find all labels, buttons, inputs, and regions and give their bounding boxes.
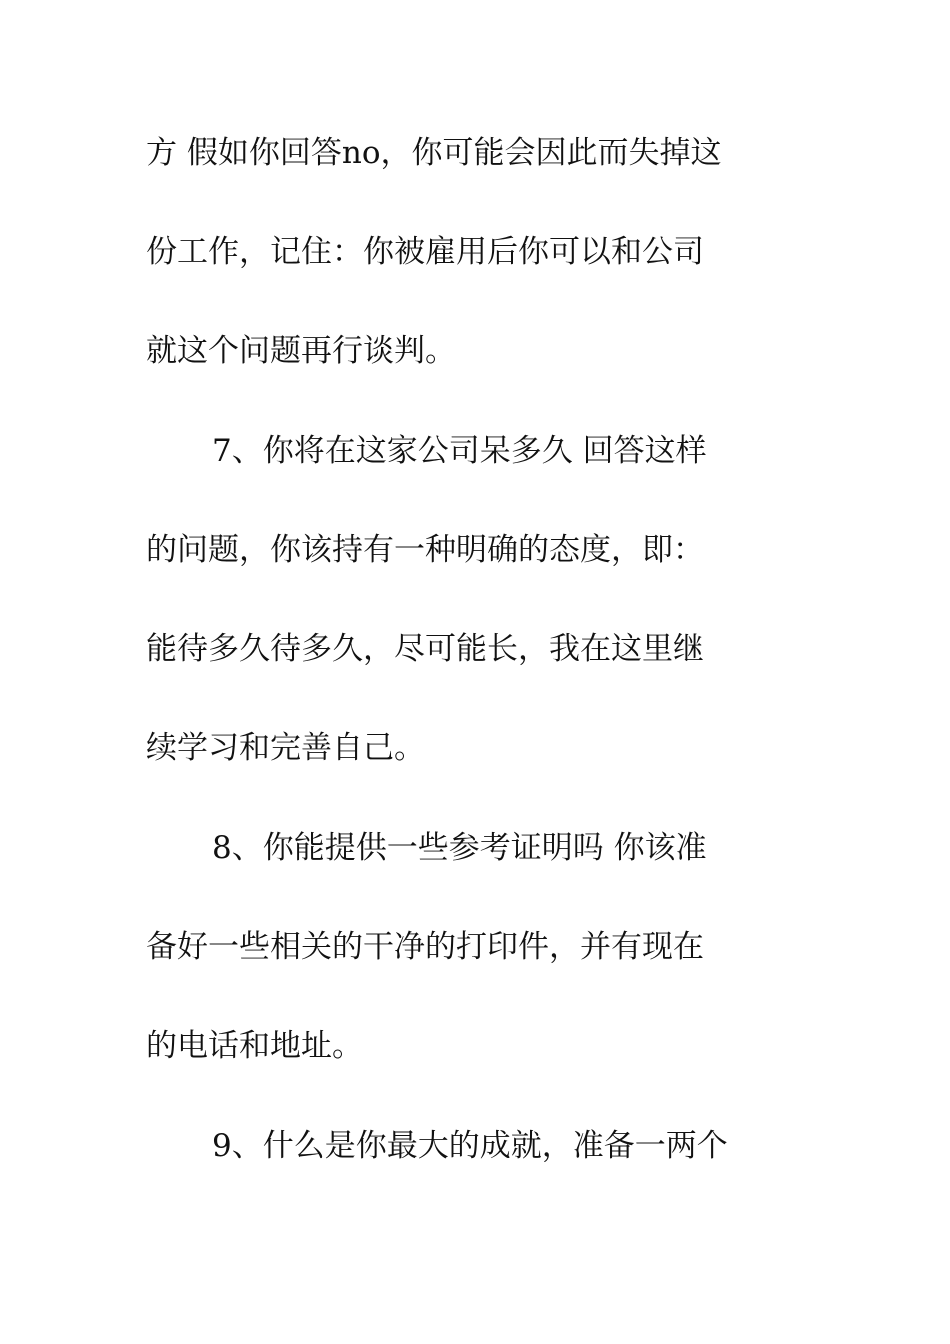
text-line-8: 8、你能提供一些参考证明吗 你该准: [212, 830, 707, 866]
text-line-4: 7、你将在这家公司呆多久 回答这样: [212, 433, 707, 469]
text-line-5: 的问题，你该持有一种明确的态度，即：: [146, 532, 704, 568]
text-line-6: 能待多久待多久，尽可能长，我在这里继: [146, 631, 704, 667]
text-line-11: 9、什么是你最大的成就，准备一两个: [212, 1128, 728, 1164]
text-line-7: 续学习和完善自己。: [146, 730, 425, 766]
text-line-2: 份工作，记住：你被雇用后你可以和公司: [146, 234, 704, 270]
text-line-1: 方 假如你回答no，你可能会因此而失掉这: [146, 135, 722, 171]
text-line-3: 就这个问题再行谈判。: [146, 333, 456, 369]
text-line-9: 备好一些相关的干净的打印件，并有现在: [146, 929, 704, 965]
text-line-10: 的电话和地址。: [146, 1028, 363, 1064]
